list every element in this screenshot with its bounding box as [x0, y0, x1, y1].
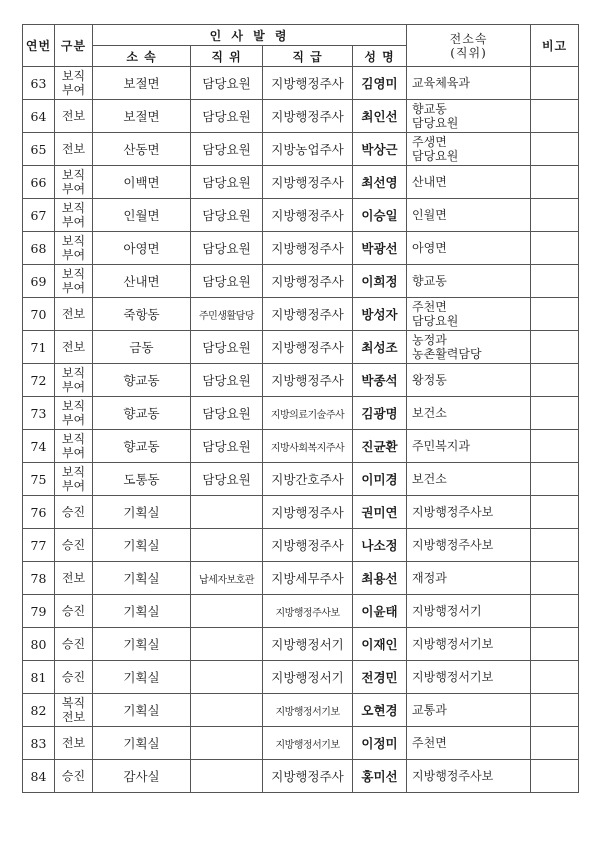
row-type-cell: 보직 부여: [55, 463, 93, 496]
row-note-cell: [531, 67, 579, 100]
row-prev-cell: 산내면: [407, 166, 531, 199]
row-prev-cell: 지방행정주사보: [407, 496, 531, 529]
row-name-cell: 박종석: [353, 364, 407, 397]
personnel-order-table: [22, 24, 579, 793]
table-row: [23, 661, 579, 694]
table-row: [23, 496, 579, 529]
row-position-cell: 납세자보호관: [191, 562, 263, 595]
row-rank-cell: 지방행정주사: [263, 265, 353, 298]
row-type-cell: 복직 전보: [55, 694, 93, 727]
row-name-cell: 이희정: [353, 265, 407, 298]
row-rank-cell: 지방행정서기보: [263, 727, 353, 760]
row-position-cell: 담당요원: [191, 430, 263, 463]
row-prev-cell: 재정과: [407, 562, 531, 595]
row-dept-cell: 보절면: [93, 67, 191, 100]
row-type-cell: 승진: [55, 628, 93, 661]
row-note-cell: [531, 430, 579, 463]
row-note-cell: [531, 199, 579, 232]
row-dept-cell: 기획실: [93, 595, 191, 628]
header-prev-text: 전소속 (직위): [449, 31, 488, 60]
row-dept-cell: 기획실: [93, 496, 191, 529]
row-position-cell: 담당요원: [191, 265, 263, 298]
row-position-cell: 담당요원: [191, 364, 263, 397]
row-type-cell: 보직 부여: [55, 430, 93, 463]
row-dept-cell: 금동: [93, 331, 191, 364]
row-type-cell: 전보: [55, 298, 93, 331]
row-name-cell: 나소정: [353, 529, 407, 562]
table-row: [23, 694, 579, 727]
table-row: [23, 232, 579, 265]
row-dept-cell: 기획실: [93, 562, 191, 595]
row-rank-cell: 지방행정주사: [263, 331, 353, 364]
table-row: [23, 595, 579, 628]
row-dept-cell: 죽항동: [93, 298, 191, 331]
row-position-cell: 담당요원: [191, 199, 263, 232]
row-name-cell: 이승일: [353, 199, 407, 232]
row-rank-cell: 지방행정주사: [263, 100, 353, 133]
row-name-cell: 권미연: [353, 496, 407, 529]
row-number-cell: 80: [23, 628, 55, 661]
row-type-cell: 보직 부여: [55, 199, 93, 232]
row-rank-cell: 지방세무주사: [263, 562, 353, 595]
header-dept: 소 속: [93, 46, 191, 67]
row-position-cell: [191, 727, 263, 760]
row-note-cell: [531, 298, 579, 331]
row-position-cell: 주민생활담당: [191, 298, 263, 331]
row-position-cell: [191, 760, 263, 793]
header-type: 구분: [55, 25, 93, 67]
row-rank-cell: 지방행정서기: [263, 628, 353, 661]
row-prev-cell: 보건소: [407, 397, 531, 430]
row-name-cell: 최선영: [353, 166, 407, 199]
row-number-cell: 78: [23, 562, 55, 595]
row-dept-cell: 인월면: [93, 199, 191, 232]
row-position-cell: 담당요원: [191, 166, 263, 199]
row-dept-cell: 감사실: [93, 760, 191, 793]
row-name-cell: 최인선: [353, 100, 407, 133]
header-position: 직 위: [191, 46, 263, 67]
table-row: [23, 760, 579, 793]
row-dept-cell: 보절면: [93, 100, 191, 133]
row-type-cell: 보직 부여: [55, 166, 93, 199]
row-prev-cell: 지방행정서기보: [407, 661, 531, 694]
row-position-cell: [191, 496, 263, 529]
row-number-cell: 63: [23, 67, 55, 100]
header-order-group: 인 사 발 령: [93, 25, 407, 46]
table-row: [23, 298, 579, 331]
personnel-order-sheet: [22, 24, 578, 793]
row-rank-cell: 지방의료기술주사: [263, 397, 353, 430]
row-type-cell: 전보: [55, 562, 93, 595]
row-rank-cell: 지방행정주사: [263, 496, 353, 529]
row-note-cell: [531, 133, 579, 166]
row-name-cell: 김광명: [353, 397, 407, 430]
table-header: [23, 25, 579, 67]
row-type-cell: 전보: [55, 727, 93, 760]
row-prev-cell: 지방행정서기보: [407, 628, 531, 661]
row-rank-cell: 지방행정주사: [263, 232, 353, 265]
row-type-cell: 보직 부여: [55, 397, 93, 430]
row-number-cell: 79: [23, 595, 55, 628]
row-position-cell: [191, 595, 263, 628]
row-note-cell: [531, 364, 579, 397]
table-row: [23, 364, 579, 397]
row-position-cell: [191, 628, 263, 661]
table-row: [23, 463, 579, 496]
row-number-cell: 67: [23, 199, 55, 232]
row-prev-cell: 향교동 담당요원: [407, 100, 531, 133]
row-prev-cell: 인월면: [407, 199, 531, 232]
row-note-cell: [531, 562, 579, 595]
row-note-cell: [531, 760, 579, 793]
row-prev-cell: 주천면 담당요원: [407, 298, 531, 331]
table-row: [23, 529, 579, 562]
row-prev-cell: 주생면 담당요원: [407, 133, 531, 166]
row-note-cell: [531, 100, 579, 133]
row-rank-cell: 지방행정서기: [263, 661, 353, 694]
row-dept-cell: 아영면: [93, 232, 191, 265]
row-rank-cell: 지방농업주사: [263, 133, 353, 166]
table-row: [23, 727, 579, 760]
row-prev-cell: 왕정동: [407, 364, 531, 397]
row-rank-cell: 지방행정주사: [263, 67, 353, 100]
row-type-cell: 보직 부여: [55, 232, 93, 265]
row-name-cell: 홍미선: [353, 760, 407, 793]
row-dept-cell: 기획실: [93, 694, 191, 727]
row-prev-cell: 교통과: [407, 694, 531, 727]
row-rank-cell: 지방간호주사: [263, 463, 353, 496]
row-prev-cell: 농정과 농촌활력담당: [407, 331, 531, 364]
row-number-cell: 81: [23, 661, 55, 694]
row-note-cell: [531, 463, 579, 496]
row-type-cell: 승진: [55, 529, 93, 562]
row-position-cell: [191, 661, 263, 694]
row-name-cell: 이윤태: [353, 595, 407, 628]
row-note-cell: [531, 265, 579, 298]
row-number-cell: 66: [23, 166, 55, 199]
row-type-cell: 승진: [55, 496, 93, 529]
row-type-cell: 승진: [55, 661, 93, 694]
row-dept-cell: 기획실: [93, 628, 191, 661]
table-row: [23, 166, 579, 199]
header-no: 연번: [23, 25, 55, 67]
table-row: [23, 628, 579, 661]
row-prev-cell: 아영면: [407, 232, 531, 265]
table-row: [23, 430, 579, 463]
row-name-cell: 최성조: [353, 331, 407, 364]
row-note-cell: [531, 661, 579, 694]
row-name-cell: 진균환: [353, 430, 407, 463]
row-rank-cell: 지방행정주사: [263, 529, 353, 562]
row-number-cell: 77: [23, 529, 55, 562]
row-number-cell: 72: [23, 364, 55, 397]
row-note-cell: [531, 331, 579, 364]
row-dept-cell: 향교동: [93, 364, 191, 397]
row-number-cell: 83: [23, 727, 55, 760]
row-rank-cell: 지방행정주사: [263, 298, 353, 331]
row-name-cell: 오현경: [353, 694, 407, 727]
row-number-cell: 71: [23, 331, 55, 364]
header-note: 비고: [531, 25, 579, 67]
table-body: [23, 67, 579, 793]
row-prev-cell: 향교동: [407, 265, 531, 298]
table-row: [23, 397, 579, 430]
row-dept-cell: 향교동: [93, 397, 191, 430]
row-position-cell: 담당요원: [191, 67, 263, 100]
table-row: [23, 67, 579, 100]
header-prev: [407, 25, 531, 67]
row-number-cell: 74: [23, 430, 55, 463]
row-name-cell: 박상근: [353, 133, 407, 166]
row-prev-cell: 보건소: [407, 463, 531, 496]
row-note-cell: [531, 727, 579, 760]
row-prev-cell: 교육체육과: [407, 67, 531, 100]
row-rank-cell: 지방행정주사: [263, 199, 353, 232]
table-row: [23, 331, 579, 364]
row-type-cell: 전보: [55, 133, 93, 166]
row-dept-cell: 도통동: [93, 463, 191, 496]
row-prev-cell: 주민복지과: [407, 430, 531, 463]
row-note-cell: [531, 166, 579, 199]
row-type-cell: 전보: [55, 331, 93, 364]
row-dept-cell: 기획실: [93, 529, 191, 562]
row-rank-cell: 지방행정서기보: [263, 694, 353, 727]
table-row: [23, 562, 579, 595]
row-rank-cell: 지방사회복지주사: [263, 430, 353, 463]
row-type-cell: 승진: [55, 595, 93, 628]
table-row: [23, 265, 579, 298]
table-row: [23, 199, 579, 232]
row-number-cell: 70: [23, 298, 55, 331]
row-name-cell: 방성자: [353, 298, 407, 331]
row-number-cell: 68: [23, 232, 55, 265]
row-type-cell: 보직 부여: [55, 364, 93, 397]
header-name: 성 명: [353, 46, 407, 67]
row-position-cell: 담당요원: [191, 133, 263, 166]
row-note-cell: [531, 397, 579, 430]
row-name-cell: 이정미: [353, 727, 407, 760]
row-type-cell: 보직 부여: [55, 265, 93, 298]
row-note-cell: [531, 628, 579, 661]
row-number-cell: 75: [23, 463, 55, 496]
row-position-cell: 담당요원: [191, 463, 263, 496]
row-name-cell: 이미경: [353, 463, 407, 496]
row-number-cell: 69: [23, 265, 55, 298]
row-number-cell: 65: [23, 133, 55, 166]
row-position-cell: 담당요원: [191, 232, 263, 265]
row-rank-cell: 지방행정주사: [263, 760, 353, 793]
row-dept-cell: 산동면: [93, 133, 191, 166]
header-rank: 직 급: [263, 46, 353, 67]
row-position-cell: 담당요원: [191, 331, 263, 364]
row-dept-cell: 기획실: [93, 727, 191, 760]
row-type-cell: 보직 부여: [55, 67, 93, 100]
row-note-cell: [531, 595, 579, 628]
row-number-cell: 76: [23, 496, 55, 529]
row-prev-cell: 지방행정주사보: [407, 760, 531, 793]
row-name-cell: 최용선: [353, 562, 407, 595]
row-note-cell: [531, 232, 579, 265]
row-type-cell: 전보: [55, 100, 93, 133]
row-note-cell: [531, 496, 579, 529]
table-row: [23, 133, 579, 166]
row-position-cell: [191, 529, 263, 562]
row-position-cell: [191, 694, 263, 727]
row-name-cell: 박광선: [353, 232, 407, 265]
row-rank-cell: 지방행정주사: [263, 166, 353, 199]
row-rank-cell: 지방행정주사: [263, 364, 353, 397]
row-prev-cell: 주천면: [407, 727, 531, 760]
row-prev-cell: 지방행정서기: [407, 595, 531, 628]
row-name-cell: 이재인: [353, 628, 407, 661]
row-number-cell: 73: [23, 397, 55, 430]
row-name-cell: 김영미: [353, 67, 407, 100]
row-number-cell: 84: [23, 760, 55, 793]
row-position-cell: 담당요원: [191, 397, 263, 430]
row-name-cell: 전경민: [353, 661, 407, 694]
row-number-cell: 64: [23, 100, 55, 133]
row-dept-cell: 산내면: [93, 265, 191, 298]
row-dept-cell: 이백면: [93, 166, 191, 199]
row-prev-cell: 지방행정주사보: [407, 529, 531, 562]
row-note-cell: [531, 529, 579, 562]
row-dept-cell: 향교동: [93, 430, 191, 463]
row-rank-cell: 지방행정주사보: [263, 595, 353, 628]
row-position-cell: 담당요원: [191, 100, 263, 133]
row-note-cell: [531, 694, 579, 727]
row-dept-cell: 기획실: [93, 661, 191, 694]
table-row: [23, 100, 579, 133]
row-type-cell: 승진: [55, 760, 93, 793]
row-number-cell: 82: [23, 694, 55, 727]
